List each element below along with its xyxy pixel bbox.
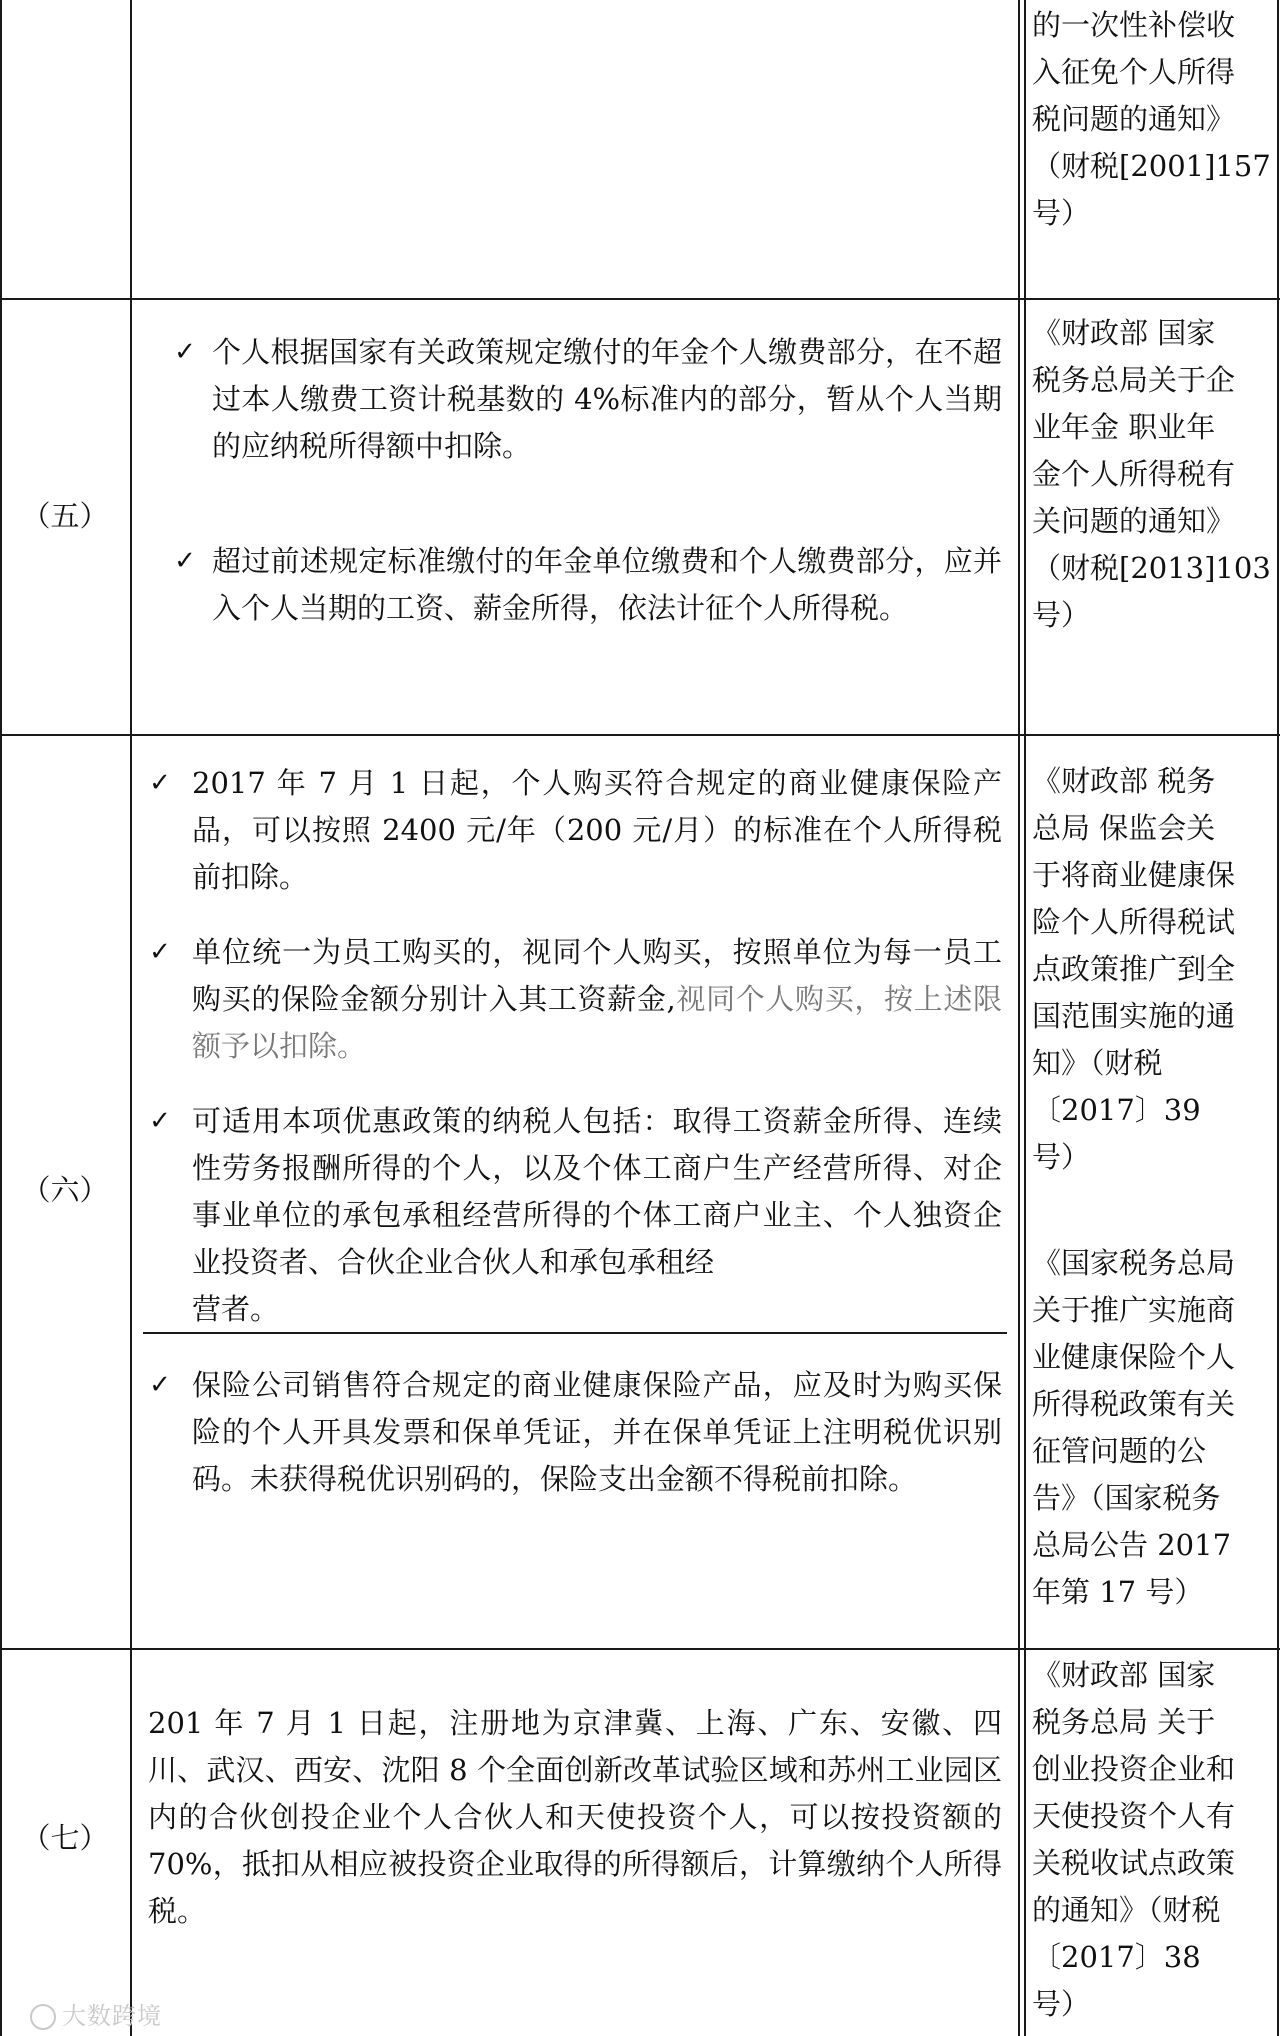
policy-item: 超过前述规定标准缴付的年金单位缴费和个人缴费部分，应并入个人当期的工资、薪金所得，依法计征个人所得税。 [212,544,1002,625]
checkmark-icon: ✓ [174,546,196,576]
source-cell-r7: 《财政部 国家 税务总局 关于 创业投资企业和 天使投资个人有 关税收试点政策 的通知》（财税 〔2017〕38 号） [1032,1658,1236,2021]
column-divider-seq [130,0,132,2036]
row-number-7: （七） [21,1821,109,1855]
policy-item: 2017 年 7 月 1 日起，个人购买符合规定的商业健康保险产品，可以按照 2400 元/年（200 元/月）的标准在个人所得税前扣除。 [192,766,1002,894]
table-border-right [1277,0,1279,2036]
source-cell-r6-a: 《财政部 税务 总局 保监会关 于将商业健康保 险个人所得税试 点政策推广到全 国范围实施的通 知》（财税 〔2017〕39 号） [1032,764,1236,1174]
source-cell-r6-b: 《国家税务总局 关于推广实施商 业健康保险个人 所得税政策有关 征管问题的公 告》（国家税务 总局公告 2017 年第 17 号） [1032,1246,1236,1609]
row-number-5: （五） [21,499,109,533]
watermark-logo-icon [30,2004,56,2030]
policy-item: 可适用本项优惠政策的纳税人包括：取得工资薪金所得、连续性劳务报酬所得的个人，以及个体工商户生产经营所得、对企事业单位的承包承租经营所得的个体工商户业主、个人独资企业投资者、合伙企业合伙人和承包承租经 营者。 [192,1104,1002,1326]
row-divider [0,734,1280,736]
row-divider [0,298,1280,300]
checkmark-icon: ✓ [149,937,171,967]
column-divider-source-inner [1024,0,1026,2036]
policy-item: 单位统一为员工购买的，视同个人购买，按照单位为每一员工购买的保险金额分别计入其工资薪金,视同个人购买，按上述限额予以扣除。 [192,935,1002,1063]
column-divider-source [1018,0,1020,2036]
row-divider [0,1648,1280,1650]
table-border-left [0,0,2,2036]
source-cell-r5: 《财政部 国家 税务总局关于企 业年金 职业年 金个人所得税有 关问题的通知》 （财税[2013]103 号） [1032,316,1271,632]
inner-divider [143,1332,1007,1334]
checkmark-icon: ✓ [149,1370,171,1400]
watermark: 大数跨境 [30,1996,162,2031]
checkmark-icon: ✓ [149,1106,171,1136]
policy-item: 个人根据国家有关政策规定缴付的年金个人缴费部分，在不超过本人缴费工资计税基数的 4%标准内的部分，暂从个人当期的应纳税所得额中扣除。 [212,335,1002,463]
policy-item: 201 年 7 月 1 日起，注册地为京津冀、上海、广东、安徽、四川、武汉、西安、沈阳 8 个全面创新改革试验区域和苏州工业园区内的合伙创投企业个人合伙人和天使投资个人，可以按投资额的 70%，抵扣从相应被投资企业取得的所得额后，计算缴纳个人所得税。 [148,1706,1002,1928]
checkmark-icon: ✓ [174,337,196,367]
checkmark-icon: ✓ [149,768,171,798]
source-cell-r4: 的一次性补偿收 入征免个人所得 税问题的通知》 （财税[2001]157 号） [1032,8,1271,230]
row-number-6: （六） [21,1173,109,1207]
policy-item: 保险公司销售符合规定的商业健康保险产品，应及时为购买保险的个人开具发票和保单凭证，并在保单凭证上注明税优识别码。未获得税优识别码的，保险支出金额不得税前扣除。 [192,1368,1002,1496]
